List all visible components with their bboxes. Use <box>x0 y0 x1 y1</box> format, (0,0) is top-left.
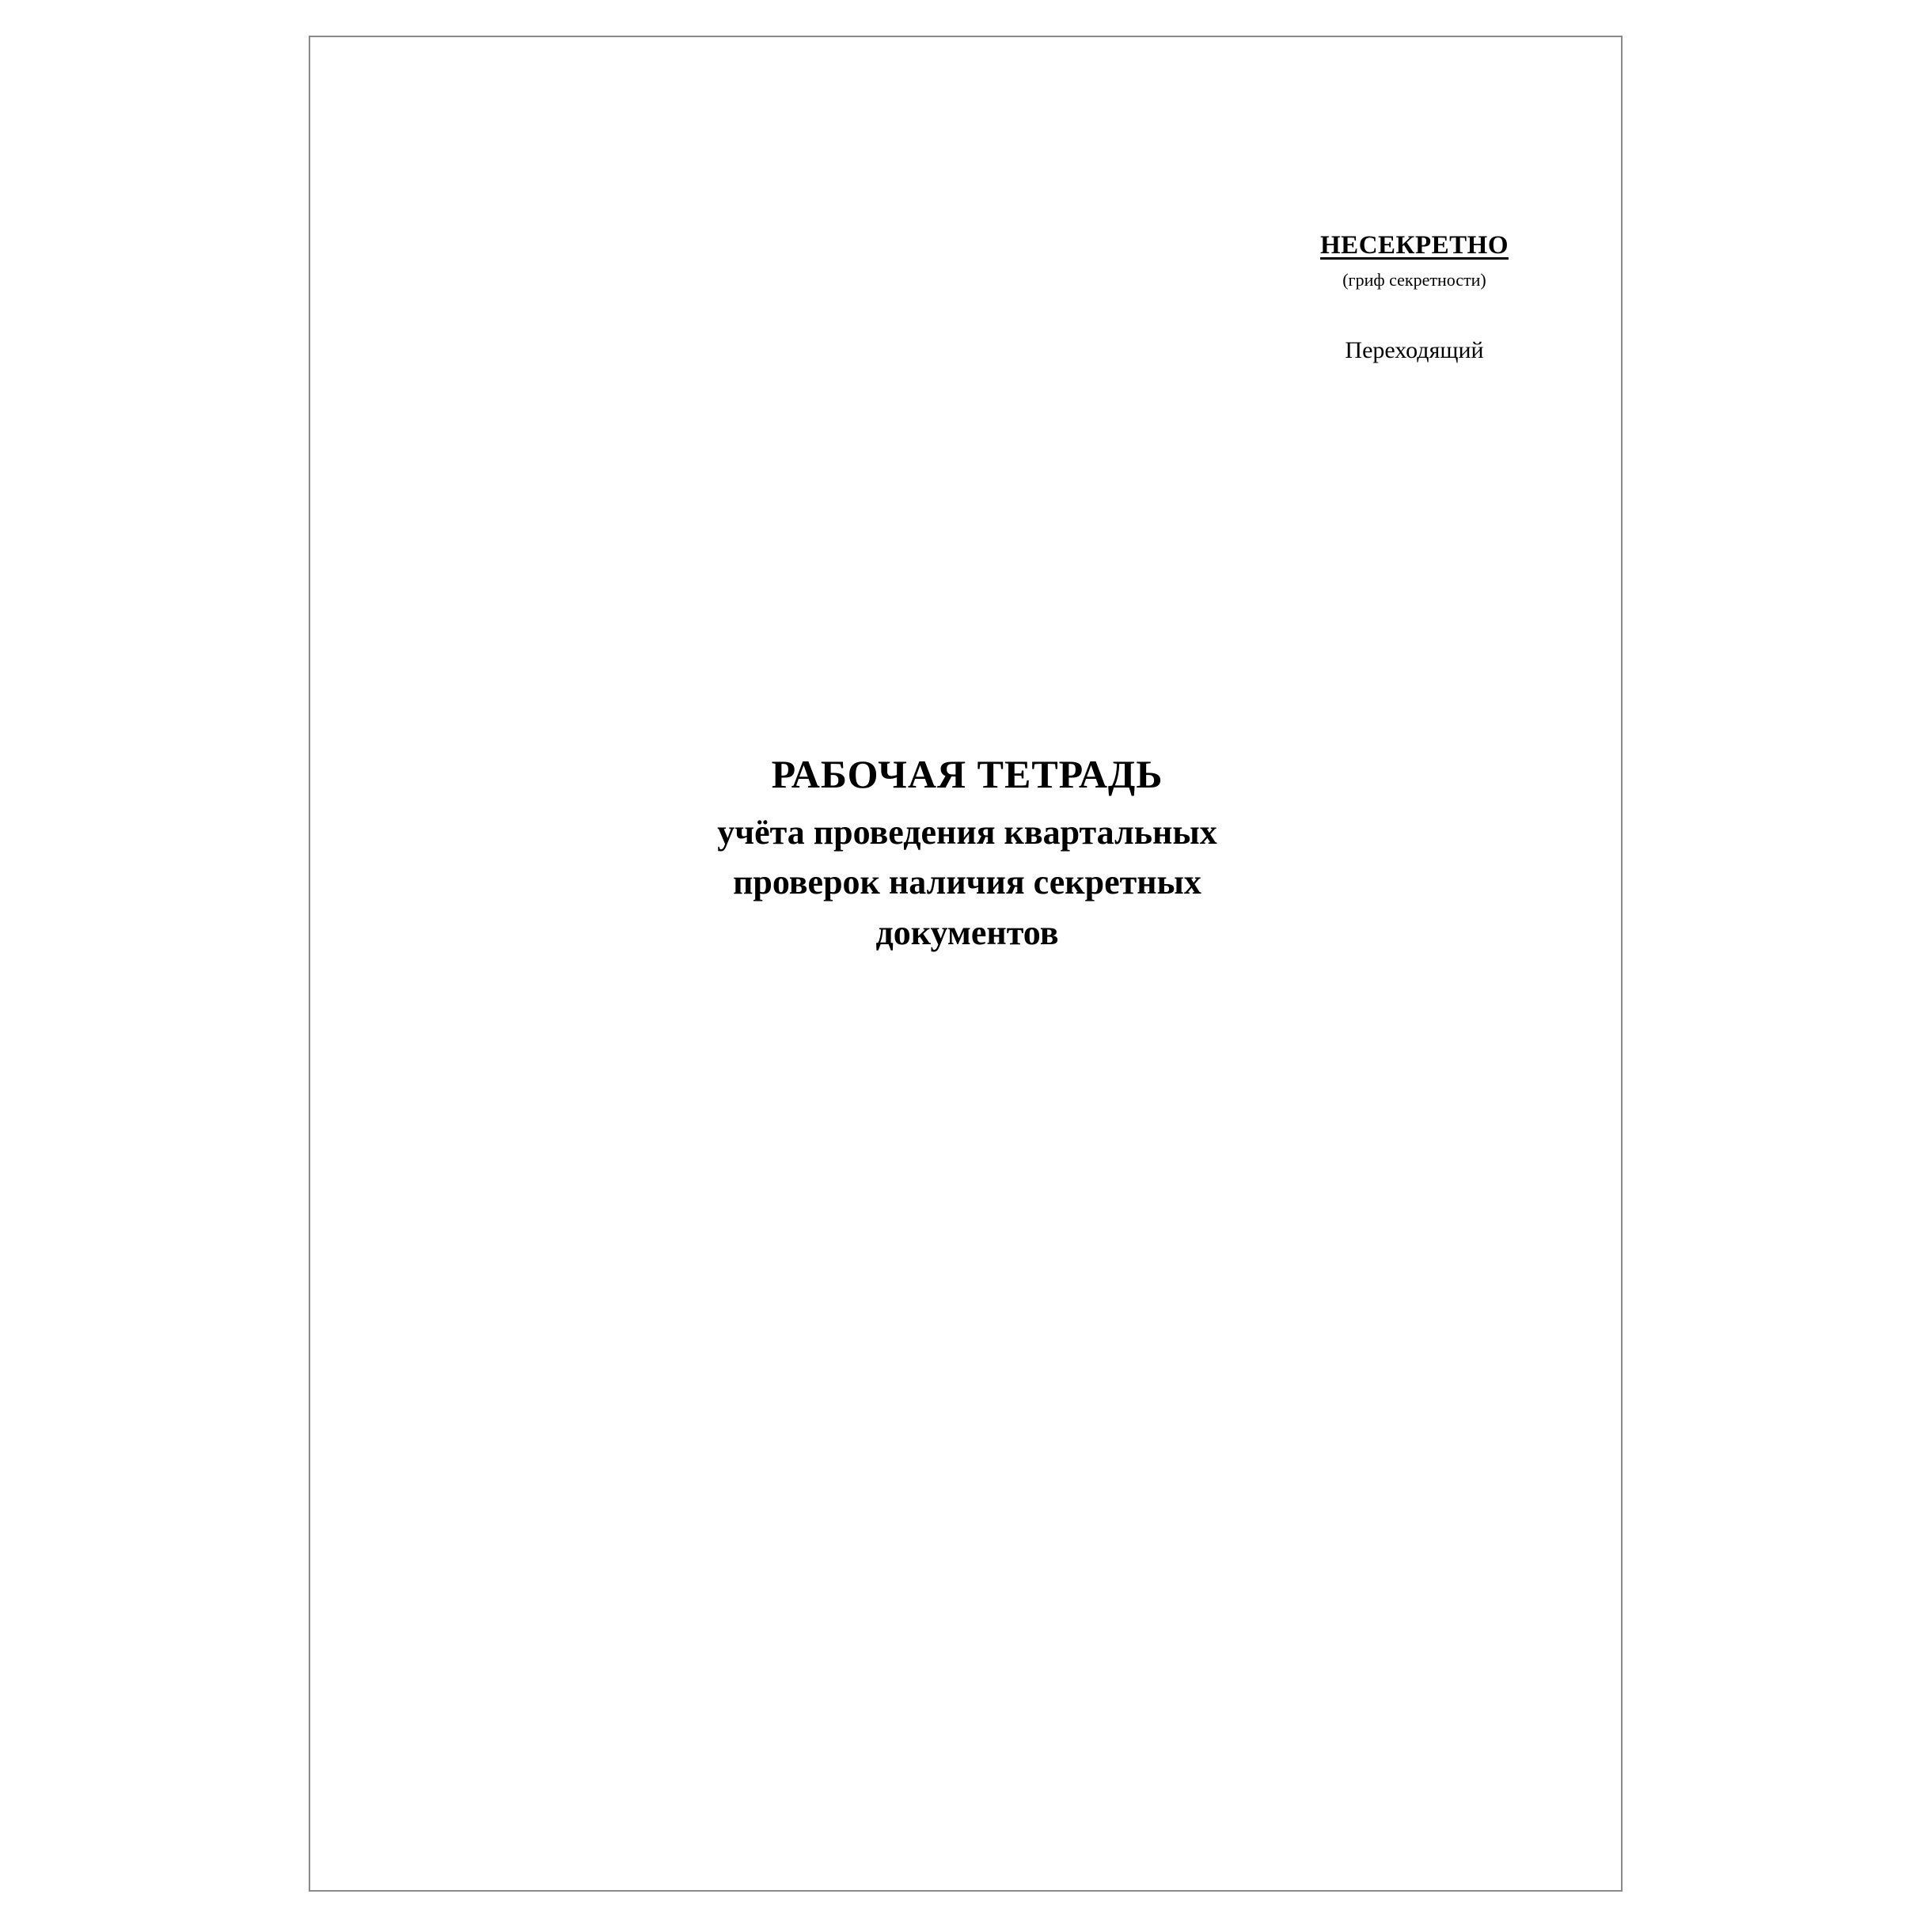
page-subtitle <box>453 807 1482 958</box>
page-subtitle-line-2: проверок наличия секретных <box>733 863 1201 902</box>
page-title: РАБОЧАЯ ТЕТРАДЬ <box>771 752 1163 796</box>
document-title-block <box>453 750 1482 958</box>
secrecy-stamp-block <box>1248 231 1581 363</box>
page-subtitle-line-1: учёта проведения квартальных <box>717 812 1217 852</box>
secrecy-level-label: НЕСЕКРЕТНО <box>1320 231 1509 260</box>
page-subtitle-line-3: документов <box>875 913 1059 953</box>
secrecy-level-caption: (гриф секретности) <box>1342 270 1486 290</box>
document-copy-type: Переходящий <box>1345 337 1484 364</box>
document-page <box>309 36 1623 1892</box>
